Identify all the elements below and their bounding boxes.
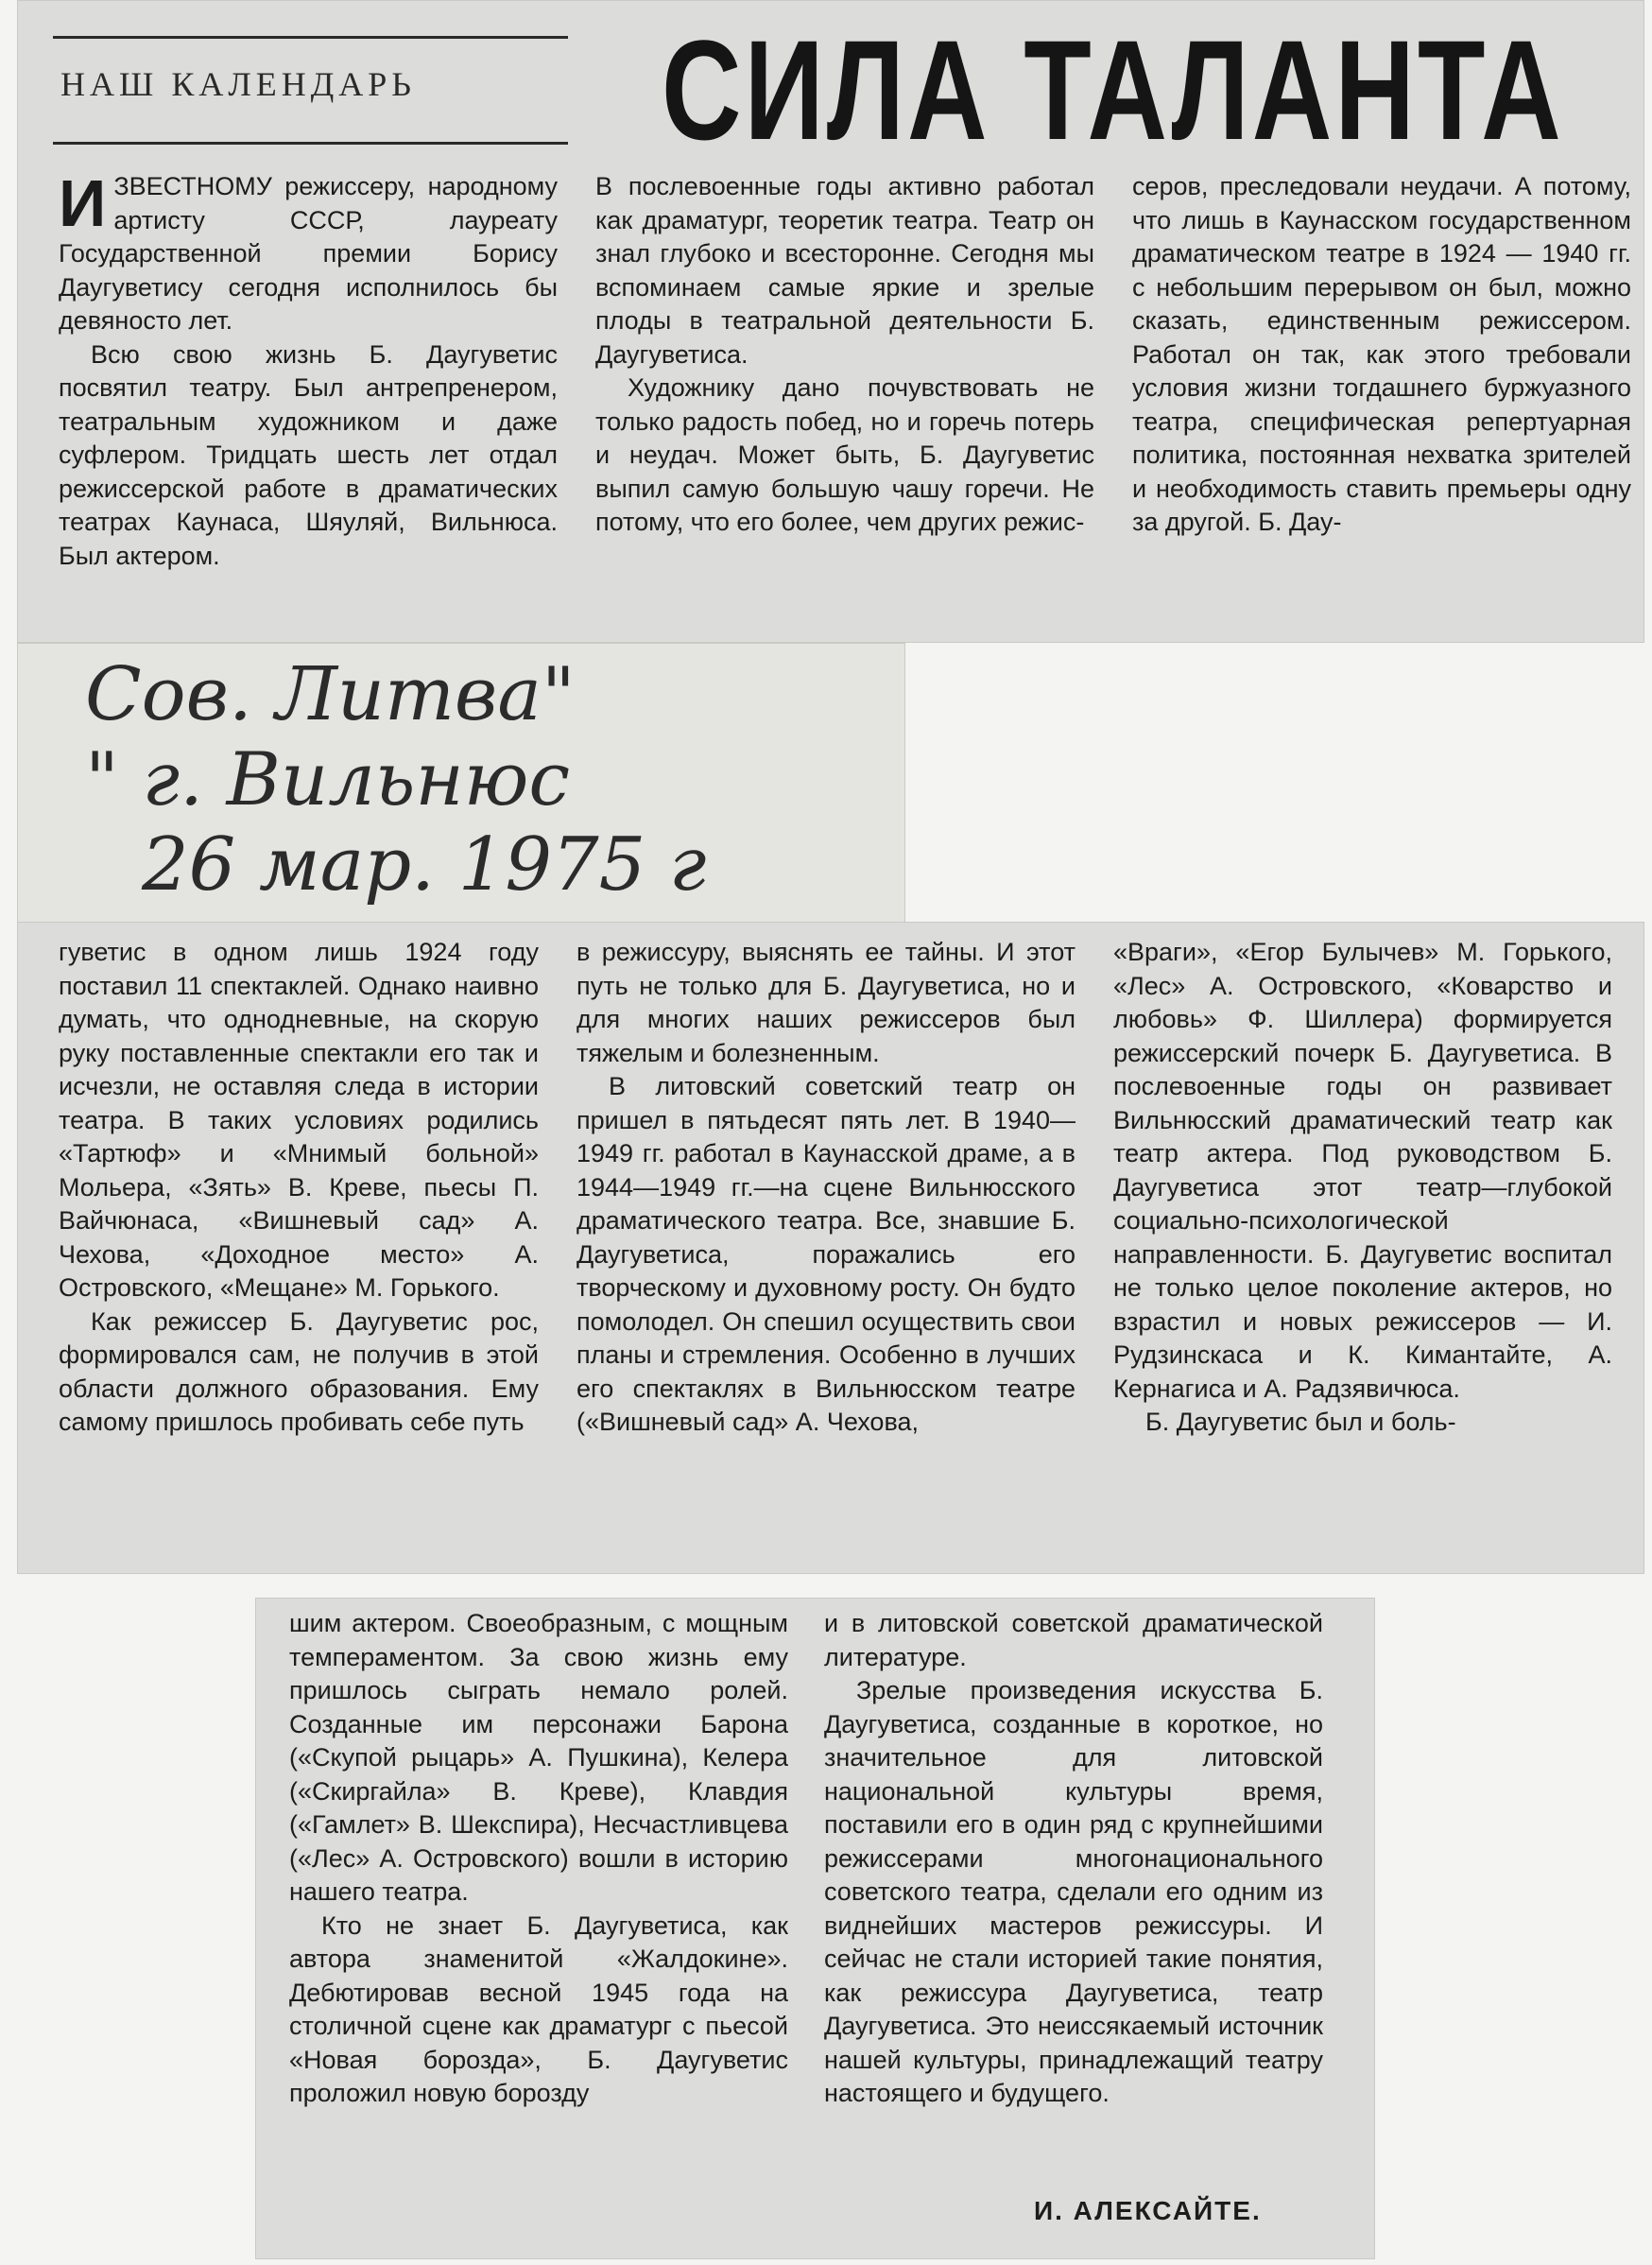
rubric: НАШ КАЛЕНДАРЬ: [60, 65, 416, 103]
paragraph: Зрелые произведения искусства Б. Даугуветиса, созданные в короткое, но значительное для литовской национальной культуры время, поставили его в один ряд с крупнейшими режиссерами многонационального советского театра, сделали его одним из виднейших мастеров режиссуры. И сейчас не стали историей такие понятия, как режиссура Даугуветиса, театр Даугуветиса. Это неиссякаемый источник нашей культуры, принадлежащий театру настоящего и будущего.: [824, 1676, 1323, 2107]
paragraph: Кто не знает Б. Даугуветиса, как автора знаменитой «Жалдокине». Дебютировав весной 1945 года на столичной сцене как драматург с пьесой «Новая борозда», Б. Даугуветис проложил новую борозду: [289, 1911, 788, 2107]
paragraph: В литовский советский театр он пришел в пятьдесят пять лет. В 1940—1949 гг. работал в Каунасской драме, а в 1944—1949 гг.—на сцене Вильнюсского драматического театра. Все, знавшие Б. Даугуветиса, поражались его творческому и духовному росту. Он будто помолодел. Он спешил осуществить свои планы и стремления. Особенно в лучших его спектаклях в Вильнюсском театре («Вишневый сад» А. Чехова,: [576, 1072, 1076, 1436]
paragraph: В послевоенные годы активно работал как драматург, теоретик театра. Театр он знал глубоко и всесторонне. Сегодня мы вспоминаем самые яркие и зрелые плоды в театральной деятельности Б. Даугуветиса.: [595, 172, 1094, 369]
part1-column-2: [595, 170, 1094, 633]
headline: СИЛА ТАЛАНТА: [662, 10, 1564, 169]
paragraph: Б. Даугуветис был и боль-: [1145, 1408, 1456, 1436]
paragraph: шим актером. Своеобразным, с мощным темпераментом. За свою жизнь ему пришлось сыграть немало ролей. Созданные им персонажи Барона («Скупой рыцарь» А. Пушкина), Келера («Скиргайла» В. Креве), Клавдия («Гамлет» В. Шекспира), Несчастливцева («Лес» А. Островского) вошли в историю нашего театра.: [289, 1609, 788, 1906]
dropcap: И: [59, 170, 107, 240]
paragraph: Как режиссер Б. Даугуветис рос, формировался сам, не получив в этой области должного образования. Ему самому пришлось пробивать себе путь: [59, 1306, 539, 1436]
paragraph: в режиссуру, выяснять ее тайны. И этот путь не только для Б. Даугуветиса, но и для многих наших режиссеров был тяжелым и болезненным.: [576, 938, 1076, 1067]
paragraph: «Враги», «Егор Булычев» М. Горького, «Лес» А. Островского, «Коварство и любовь» Ф. Шиллера) формируется режиссерский почерк Б. Даугуветиса. В послевоенные годы он развивает Вильнюсский драматический театр как театр актера. Под руководством Б. Даугуветиса этот театр—глубокой социально-психологической направленности. Б. Даугуветис воспитал не только целое поколение актеров, но взрастил и новых режиссеров — И. Рудзинскаса и К. Кимантайте, А. Кернагиса и А. Радзявичюса.: [1113, 938, 1612, 1403]
part3-column-2: [824, 1607, 1323, 2188]
handwritten-line-3: 26 мар. 1975 г: [142, 822, 707, 908]
handwritten-line-2: " г. Вильнюс: [85, 737, 571, 822]
paragraph: Художнику дано почувствовать не только радость побед, но и горечь потерь и неудач. Может быть, Б. Даугуветис выпил самую большую чашу горечи. Не потому, что его более, чем других режис-: [595, 373, 1094, 536]
paragraph: Всю свою жизнь Б. Даугуветис посвятил театру. Был антрепренером, театральным художником и даже суфлером. Тридцать шесть лет отдал режиссерской работе в драматических театрах Каунаса, Шяуляй, Вильнюса. Был актером.: [59, 339, 558, 570]
part1-column-1: [59, 170, 558, 633]
part3-column-1: [289, 1607, 788, 2250]
paragraph: ЗВЕСТНОМУ режиссеру, народному артисту СССР, лауреату Государственной премии Борису Даугуветису сегодня исполнилось бы девяносто лет.: [59, 172, 558, 335]
paragraph: гуветис в одном лишь 1924 году поставил 11 спектаклей. Однако наивно думать, что однодневные, на скорую руку поставленные спектакли его так и исчезли, не оставляя следа в истории театра. В таких условиях родились «Тартюф» и «Мнимый больной» Мольера, «Зять» В. Креве, пьесы П. Вайчюнаса, «Вишневый сад» А. Чехова, «Доходное место» А. Островского, «Мещане» М. Горького.: [59, 938, 539, 1302]
rubric-rule-bottom: [53, 142, 568, 145]
author-signature: И. АЛЕКСАЙТЕ.: [1034, 2196, 1262, 2225]
rubric-rule-top: [53, 36, 568, 39]
part2-column-3: [1113, 936, 1612, 1560]
paragraph: серов, преследовали неудачи. А потому, что лишь в Каунасском государственном драматическом театре в 1924 — 1940 гг. с небольшим перерывом он был, можно сказать, единственным режиссером. Работал он так, как этого требовали условия жизни тогдашнего буржуазного театра, специфическая репертуарная политика, постоянная нехватка зрителей и необходимость ставить премьеры одну за другой. Б. Дау-: [1132, 172, 1631, 536]
part1-column-3: [1132, 170, 1631, 633]
paragraph: и в литовской советской драматической литературе.: [824, 1609, 1323, 1671]
part2-column-2: [576, 936, 1076, 1560]
handwritten-line-1: Сов. Литва": [85, 652, 576, 737]
part2-column-1: [59, 936, 539, 1560]
